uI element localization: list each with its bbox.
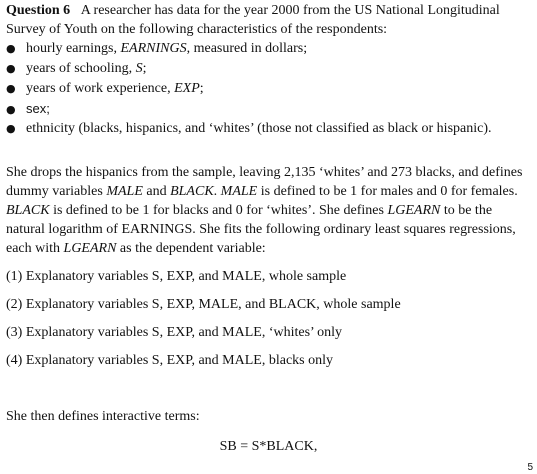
paragraph-line-4: natural logarithm of EARNINGS. She fits the following ordinary least squares regressions, xyxy=(6,222,516,237)
regression-item-1: (1) Explanatory variables S, EXP, and MALE, whole sample xyxy=(6,269,347,284)
question-intro: A researcher has data for the year 2000 from the US National Longitudinal xyxy=(80,3,500,18)
regression-item-3: (3) Explanatory variables S, EXP, and MALE, ‘whites’ only xyxy=(6,325,343,340)
page-number: 5 xyxy=(527,462,533,473)
regression-item-2: (2) Explanatory variables S, EXP, MALE, and BLACK, whole sample xyxy=(6,297,401,312)
bullet-ethnicity: ● ethnicity (blacks, hispanics, and ‘whites’ (those not classified as black or hispanic). xyxy=(6,121,492,136)
bullet-icon: ● xyxy=(6,42,16,55)
bullet-sex: ● sex; xyxy=(6,100,50,119)
bullet-earnings: ● hourly earnings, EARNINGS, measured in dollars; xyxy=(6,41,308,56)
question-heading xyxy=(6,2,500,20)
bullet-experience: ● years of work experience, EXP; xyxy=(6,81,204,96)
paragraph-line-3: BLACK is defined to be 1 for blacks and 0 for ‘whites’. She defines LGEARN to be the xyxy=(6,203,493,218)
question-label: Question 6 xyxy=(6,3,71,18)
bullet-icon: ● xyxy=(6,62,16,75)
interactive-intro: She then defines interactive terms: xyxy=(6,409,200,424)
paragraph-line-5: each with LGEARN as the dependent variable: xyxy=(6,241,266,256)
regression-item-4: (4) Explanatory variables S, EXP, and MALE, blacks only xyxy=(6,353,333,368)
paragraph-line-1: She drops the hispanics from the sample, leaving 2,135 ‘whites’ and 273 blacks, and defines xyxy=(6,165,523,180)
question-intro-line2: Survey of Youth on the following characteristics of the respondents: xyxy=(6,22,388,37)
bullet-icon: ● xyxy=(6,103,16,116)
bullet-icon: ● xyxy=(6,122,16,135)
bullet-icon: ● xyxy=(6,82,16,95)
paragraph-line-2: dummy variables MALE and BLACK. MALE is defined to be 1 for males and 0 for females. xyxy=(6,184,518,199)
bullet-schooling: ● years of schooling, S; xyxy=(6,61,147,76)
interactive-equation: SB = S*BLACK, xyxy=(219,439,318,454)
